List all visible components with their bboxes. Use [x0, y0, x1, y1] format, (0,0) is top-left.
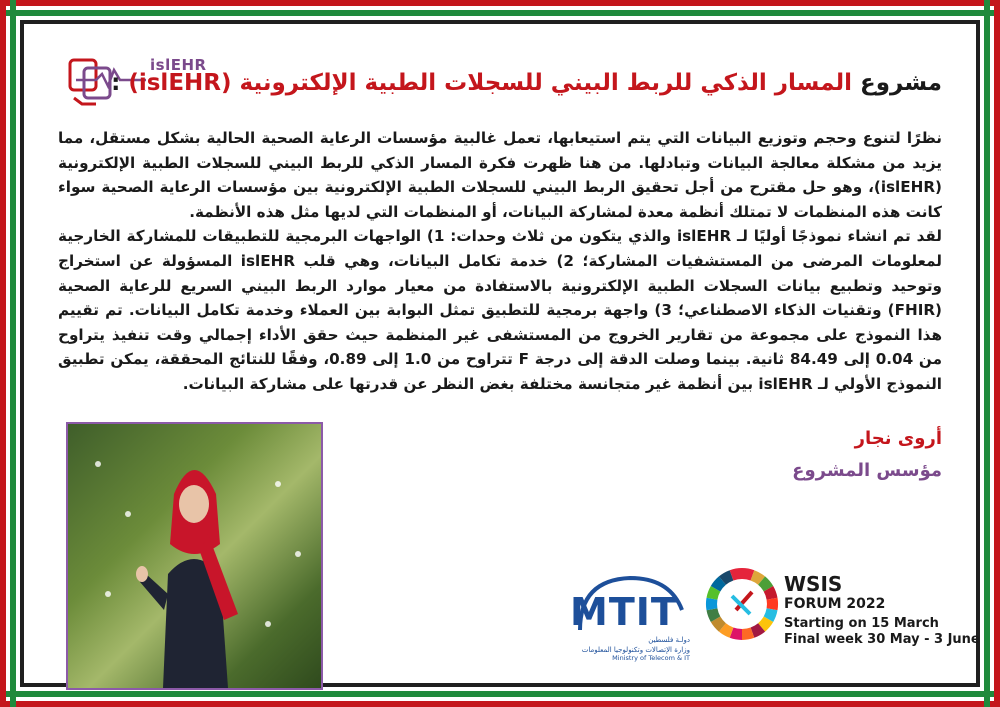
top-stripe-green: [0, 10, 1000, 16]
page-title: [111, 70, 942, 96]
left-stripe-green: [10, 0, 16, 707]
wsis-start-date: Starting on 15 March: [784, 616, 939, 631]
sdg-wheel-icon: [704, 566, 780, 642]
left-stripe-red: [0, 0, 6, 707]
mtit-line-2: وزارة الإتصالات وتكنولوجيا المعلومات: [581, 646, 690, 654]
wsis-title: WSIS: [784, 572, 843, 596]
paragraph-1: نظرًا لتنوع وحجم وتوزيع البيانات التي يتم استيعابها، تعمل غالبية مؤسسات الرعاية الصحية الحالية بشكل مستقل، مما يزيد من مشكلة معالجة البيانات وتبادلها. من هنا ظهرت فكرة المسار الذكي للربط البيني للسجلات الطبية الإلكترونية (islEHR)، وهو حل مقترح من أجل تحقيق الربط البيني للسجلات الطبية الإلكترونية بين مؤسسات الرعاية الصحية سواء كانت هذه المنظمات لا تمتلك أنظمة معدة لمشاركة البيانات، أو المنظمات التي لديها مثل هذه الأنظمة.: [58, 129, 942, 221]
wsis-forum: FORUM 2022: [784, 596, 886, 612]
body-text: [58, 126, 942, 397]
person-photo-illustration: [68, 424, 321, 688]
right-stripe-green: [984, 0, 990, 707]
bottom-stripe-red: [0, 701, 1000, 707]
author-name: أروى نجار: [854, 428, 942, 449]
author-photo: [66, 422, 323, 690]
mtit-logo-text: MTIT: [570, 590, 678, 634]
mtit-logo: [570, 570, 690, 660]
logo-text: islEHR: [150, 56, 207, 74]
title-suffix: :: [111, 70, 121, 96]
paragraph-2: لقد تم انشاء نموذجًا أوليًا لـ islEHR والذي يتكون من ثلاث وحدات: 1) الواجهات البرمجية للتطبيقات للمشاركة الخارجية لمعلومات المرضى من المستشفيات المشاركة؛ 2) خدمة تكامل البيانات، وهي قلب islEHR المسؤولة عن استخراج وتوحيد وتطبيع بيانات السجلات الطبية الإلكترونية بالاستفادة من معيار موارد الربط البيني السريع للرعاية الصحية (FHIR) وتقنيات الذكاء الاصطناعي؛ 3) واجهة برمجية للتطبيق تمثل البوابة بين العملاء وخدمة تكامل البيانات. تم تقييم هذا النموذج على مجموعة من تقارير الخروج من المستشفى غير المنظمة حيث حقق الأداء إجمالي وقت تنفيذ يتراوح من 0.04 إلى 84.49 ثانية. بينما وصلت الدقة إلى درجة F تتراوح من 1.0 إلى 0.89، وفقًا للنتائج المحققة، يمكن تطبيق النموذج الأولي لـ islEHR بين أنظمة غير متجانسة مختلفة بغض النظر عن قدرتها على مشاركة البيانات.: [58, 227, 943, 393]
author-role: مؤسس المشروع: [792, 460, 942, 481]
title-prefix: مشروع: [860, 70, 942, 96]
right-stripe-red: [994, 0, 1000, 707]
mtit-line-3: Ministry of Telecom & IT: [612, 654, 690, 662]
title-highlight: المسار الذكي للربط البيني للسجلات الطبية الإلكترونية (islEHR): [128, 70, 853, 96]
wsis-final-week: Final week 30 May - 3 June: [784, 632, 980, 647]
mtit-line-1: دولـة فلسطين: [648, 636, 690, 644]
